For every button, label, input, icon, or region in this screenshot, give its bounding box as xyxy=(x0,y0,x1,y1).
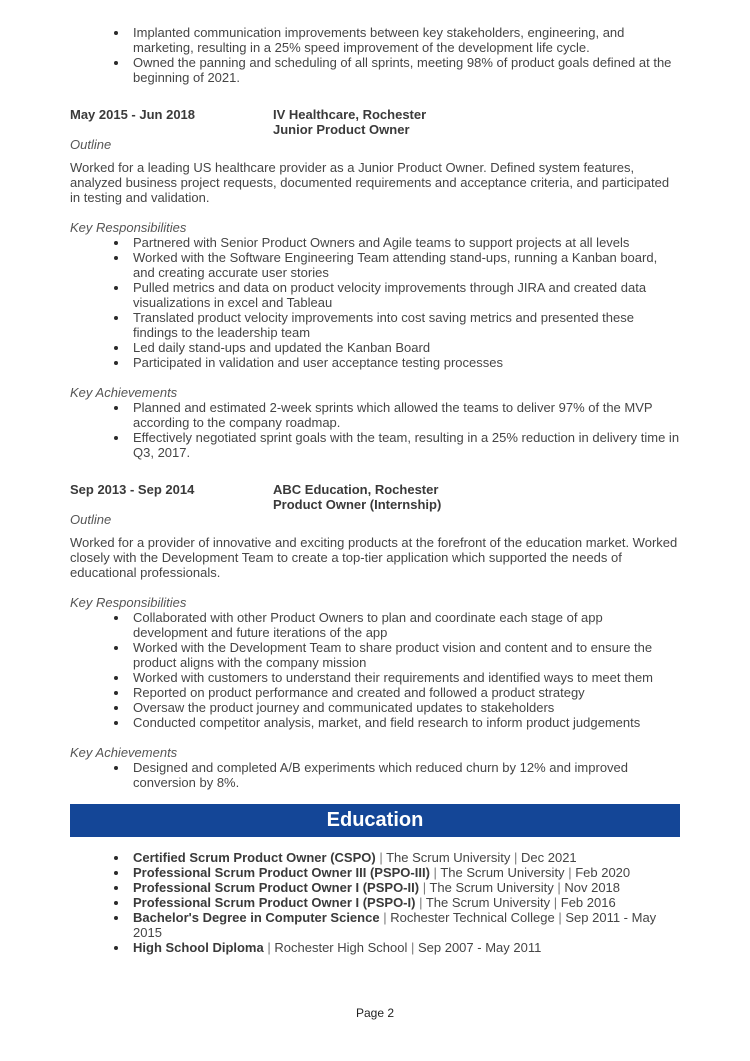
institution: Rochester Technical College xyxy=(390,910,555,925)
degree-name: Professional Scrum Product Owner III (PSPO-III) xyxy=(133,865,430,880)
job-entry-abc-education xyxy=(70,482,680,790)
achievements-list xyxy=(70,760,680,790)
list-item: Partnered with Senior Product Owners and Agile teams to support projects at all levels xyxy=(133,235,680,250)
separator: | xyxy=(422,880,427,895)
degree-name: Professional Scrum Product Owner I (PSPO-II) xyxy=(133,880,420,895)
list-item: Collaborated with other Product Owners to plan and coordinate each stage of app development and future iterations of the app xyxy=(133,610,680,640)
separator: | xyxy=(267,940,271,955)
job-company-title xyxy=(273,482,441,512)
separator: | xyxy=(553,895,558,910)
job-entry-iv-healthcare xyxy=(70,107,680,460)
page-number: Page 2 xyxy=(355,1006,395,1020)
responsibilities-list xyxy=(70,610,680,730)
separator: | xyxy=(558,910,562,925)
job-title: Junior Product Owner xyxy=(273,122,410,137)
outline-label: Outline xyxy=(70,512,112,527)
list-item: Worked with the Software Engineering Team attending stand-ups, running a Kanban board, and creating accurate user stories xyxy=(133,250,680,280)
achievements-label: Key Achievements xyxy=(70,385,178,400)
list-item: Worked with the Development Team to share product vision and content and to ensure the product aligns with the company mission xyxy=(133,640,680,670)
job-outline: Worked for a provider of innovative and exciting products at the forefront of the education market. Worked closely with the Development Team to create a top-tier application which supported the needs of educational professionals. xyxy=(70,535,678,580)
degree-name: Professional Scrum Product Owner I (PSPO-I) xyxy=(133,895,416,910)
degree-name: High School Diploma xyxy=(133,940,264,955)
job-outline: Worked for a leading US healthcare provider as a Junior Product Owner. Defined system features, analyzed business project requests, documented requirements and acceptance criteria, and participated in testing and validation. xyxy=(70,160,670,205)
job-company: IV Healthcare, Rochester xyxy=(273,107,427,122)
education-date: Feb 2020 xyxy=(575,865,631,880)
education-list xyxy=(70,850,680,955)
degree-name: Bachelor's Degree in Computer Science xyxy=(133,910,380,925)
job-company-title xyxy=(273,107,426,137)
responsibilities-label: Key Responsibilities xyxy=(70,595,187,610)
outline-label: Outline xyxy=(70,137,112,152)
responsibilities-list xyxy=(70,235,680,370)
job-title: Product Owner (Internship) xyxy=(273,497,442,512)
separator: | xyxy=(557,880,561,895)
education-item xyxy=(133,910,680,940)
institution: The Scrum University xyxy=(425,895,551,910)
achievements-label: Key Achievements xyxy=(70,745,178,760)
list-item: Led daily stand-ups and updated the Kanban Board xyxy=(133,340,680,355)
list-item: Worked with customers to understand their requirements and identified ways to meet them xyxy=(133,670,680,685)
list-item: Planned and estimated 2-week sprints which allowed the teams to deliver 97% of the MVP according to the company roadmap. xyxy=(133,400,680,430)
job-company: ABC Education, Rochester xyxy=(273,482,439,497)
institution: The Scrum University xyxy=(429,880,554,895)
separator: | xyxy=(419,895,423,910)
education-item xyxy=(133,850,680,865)
job-dates: Sep 2013 - Sep 2014 xyxy=(70,482,195,497)
separator: | xyxy=(383,910,387,925)
separator: | xyxy=(568,865,572,880)
education-date: Sep 2011 - May 2015 xyxy=(133,910,657,940)
list-item: Designed and completed A/B experiments which reduced churn by 12% and improved conversion by 8%. xyxy=(133,760,680,790)
education-date: Sep 2007 - May 2011 xyxy=(417,940,542,955)
separator: | xyxy=(433,865,437,880)
education-date: Feb 2016 xyxy=(560,895,616,910)
education-date: Dec 2021 xyxy=(521,850,577,865)
separator: | xyxy=(410,940,415,955)
list-item: Conducted competitor analysis, market, and field research to inform product judgements xyxy=(133,715,680,730)
separator: | xyxy=(513,850,518,865)
list-item: Translated product velocity improvements into cost saving metrics and presented these findings to the leadership team xyxy=(133,310,680,340)
list-item: Oversaw the product journey and communicated updates to stakeholders xyxy=(133,700,680,715)
job-dates: May 2015 - Jun 2018 xyxy=(70,107,196,122)
list-item: Owned the panning and scheduling of all sprints, meeting 98% of product goals defined at the beginning of 2021. xyxy=(133,55,680,85)
list-item: Pulled metrics and data on product velocity improvements through JIRA and created data visualizations in excel and Tableau xyxy=(133,280,680,310)
education-item xyxy=(133,865,680,880)
job-header xyxy=(70,482,680,512)
education-heading-text: Education xyxy=(326,809,424,831)
education-date: Nov 2018 xyxy=(564,880,621,895)
institution: The Scrum University xyxy=(440,865,565,880)
list-item: Participated in validation and user acceptance testing processes xyxy=(133,355,680,370)
education-item xyxy=(133,880,680,895)
list-item: Effectively negotiated sprint goals with the team, resulting in a 25% reduction in delivery time in Q3, 2017. xyxy=(133,430,680,460)
education-item xyxy=(133,895,680,910)
education-heading xyxy=(70,804,680,837)
responsibilities-label: Key Responsibilities xyxy=(70,220,187,235)
resume-content xyxy=(70,25,680,955)
achievements-list xyxy=(70,400,680,460)
institution: The Scrum University xyxy=(386,850,511,865)
separator: | xyxy=(379,850,383,865)
job-header xyxy=(70,107,680,137)
previous-job-achievements xyxy=(70,25,680,85)
institution: Rochester High School xyxy=(274,940,408,955)
list-item: Implanted communication improvements between key stakeholders, engineering, and marketing, resulting in a 25% speed improvement of the development life cycle. xyxy=(133,25,680,55)
list-item: Reported on product performance and created and followed a product strategy xyxy=(133,685,680,700)
education-item xyxy=(133,940,680,955)
degree-name: Certified Scrum Product Owner (CSPO) xyxy=(133,850,376,865)
